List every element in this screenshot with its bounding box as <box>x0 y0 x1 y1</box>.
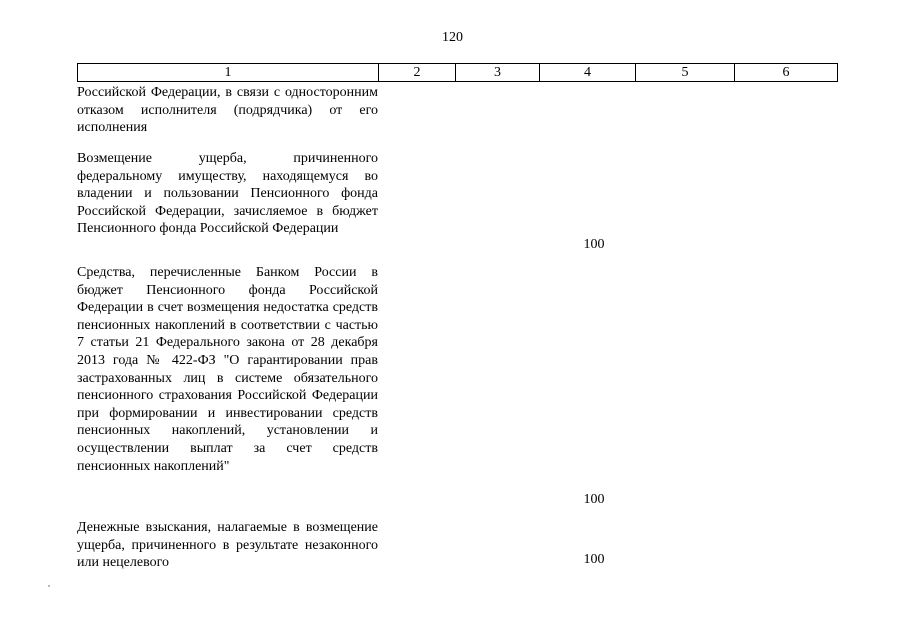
row-value-col4: 100 <box>583 552 605 567</box>
row-value-col4: 100 <box>583 237 605 252</box>
column-header-6: 6 <box>735 64 838 82</box>
column-header-5: 5 <box>636 64 735 82</box>
row-description: Средства, перечисленные Банком России в бюджет Пенсионного фонда Российской Федерации в счет возмещения недостатка средств пенсионных накоплений в соответствии с частью 7 статьи 21 Федерального закона от 28 декабря 2013 года № 422-ФЗ "О гарантировании прав застрахованных лиц в системе обязательного пенсионного страхования Российской Федерации при формировании и инвестировании средств пенсионных накоплений, установлении и осуществлении выплат за счет средств пенсионных накоплений" <box>77 265 378 474</box>
column-header-3: 3 <box>456 64 540 82</box>
column-header-table <box>77 63 838 82</box>
scan-speck <box>48 585 50 587</box>
row-description: Возмещение ущерба, причиненного федеральному имуществу, находящемуся во владении и пользовании Пенсионного фонда Российской Федерации, зачисляемое в бюджет Пенсионного фонда Российской Федерации <box>77 151 378 237</box>
column-header-1: 1 <box>78 64 379 82</box>
row-value-col4: 100 <box>583 492 605 507</box>
column-header-2: 2 <box>379 64 456 82</box>
column-header-row <box>78 64 838 82</box>
page-number: 120 <box>442 30 463 45</box>
row-description: Денежные взыскания, налагаемые в возмещение ущерба, причиненного в результате незаконного или нецелевого <box>77 520 378 571</box>
column-header-4: 4 <box>540 64 636 82</box>
row-description: Российской Федерации, в связи с односторонним отказом исполнителя (подрядчика) от его исполнения <box>77 85 378 136</box>
